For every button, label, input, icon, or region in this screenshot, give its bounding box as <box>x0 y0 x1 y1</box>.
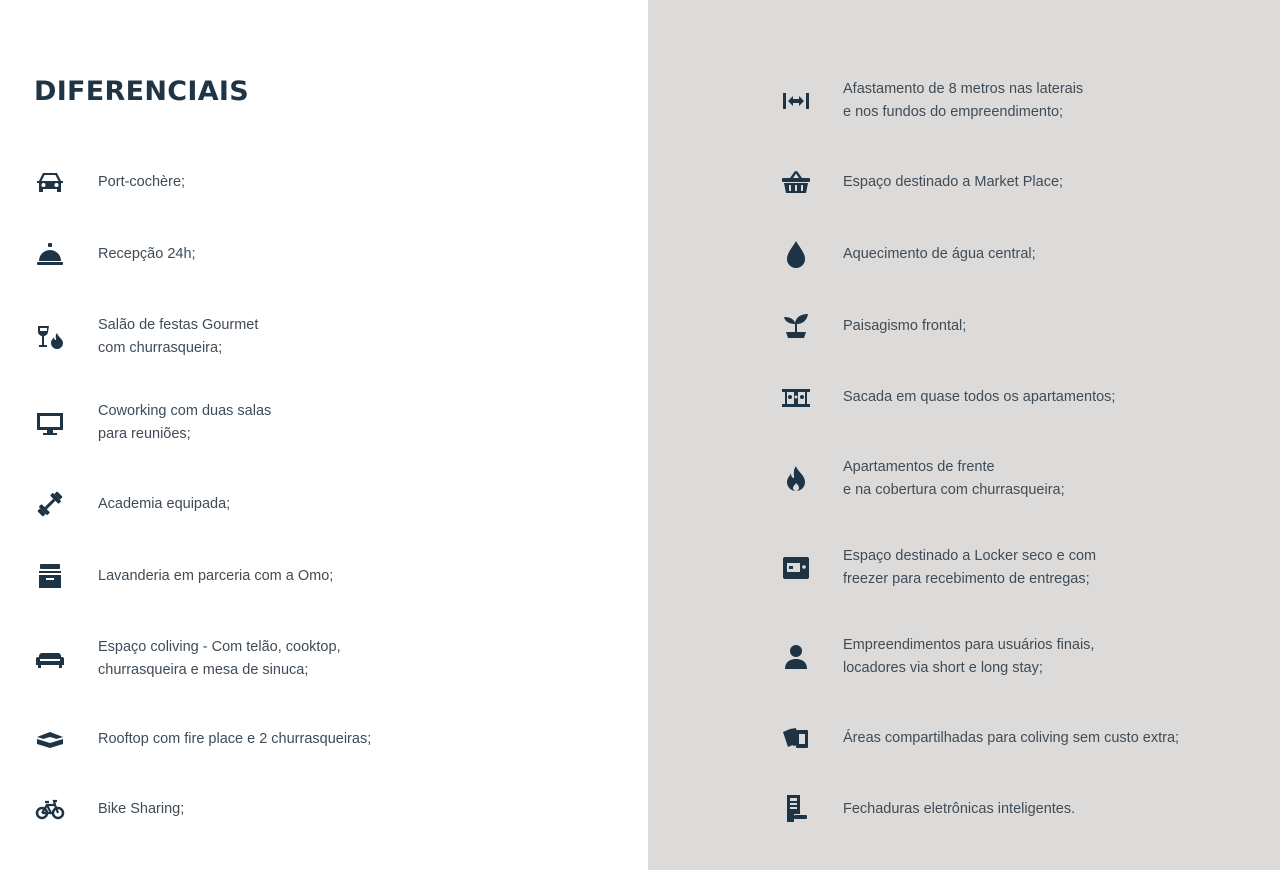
feature-text: Afastamento de 8 metros nas laterais e nos fundos do empreendimento; <box>843 81 1084 120</box>
feature-text: Academia equipada; <box>98 495 231 512</box>
feature-item <box>776 234 1036 274</box>
sofa-icon <box>30 639 70 679</box>
smart-lock-icon <box>776 789 816 829</box>
feature-item <box>30 556 333 596</box>
feature-item <box>776 634 1094 680</box>
feature-text: Apartamentos de frente e na cobertura com churrasqueira; <box>843 459 1065 498</box>
feature-item <box>30 484 230 524</box>
dumbbell-icon <box>30 484 70 524</box>
feature-text: Salão de festas Gourmet com churrasqueira; <box>98 317 259 356</box>
wine-fire-icon <box>30 317 70 357</box>
feature-text: Recepção 24h; <box>98 245 196 262</box>
feature-item <box>776 718 1179 758</box>
water-drop-icon <box>776 234 816 274</box>
balcony-icon <box>776 377 816 417</box>
feature-item <box>776 78 1083 124</box>
feature-text: Empreendimentos para usuários finais, locadores via short e long stay; <box>843 637 1095 676</box>
car-icon <box>30 162 70 202</box>
feature-text: Sacada em quase todos os apartamentos; <box>843 388 1116 405</box>
feature-item <box>30 162 185 202</box>
feature-item <box>30 789 184 829</box>
feature-item <box>776 306 966 346</box>
shared-cards-icon <box>776 718 816 758</box>
feature-item <box>30 636 341 682</box>
monitor-icon <box>30 403 70 443</box>
feature-item <box>776 162 1063 202</box>
reception-bell-icon <box>30 234 70 274</box>
horizontal-distance-icon <box>776 81 816 121</box>
feature-text: Espaço destinado a Market Place; <box>843 173 1064 190</box>
feature-text: Port-cochère; <box>98 173 186 190</box>
feature-item <box>776 456 1065 502</box>
right-panel <box>648 0 1280 870</box>
feature-text: Rooftop com fire place e 2 churrasqueiras; <box>98 730 372 747</box>
feature-text: Espaço destinado a Locker seco e com freezer para recebimento de entregas; <box>843 548 1097 587</box>
feature-item <box>776 545 1096 591</box>
feature-text: Fechaduras eletrônicas inteligentes. <box>843 800 1076 817</box>
page-title: DIFERENCIAIS <box>34 76 250 107</box>
feature-text: Espaço coliving - Com telão, cooktop, churrasqueira e mesa de sinuca; <box>98 639 341 678</box>
feature-text: Áreas compartilhadas para coliving sem custo extra; <box>843 729 1180 746</box>
flame-icon <box>776 459 816 499</box>
laundry-icon <box>30 556 70 596</box>
feature-text: Coworking com duas salas para reuniões; <box>98 403 272 442</box>
feature-text: Lavanderia em parceria com a Omo; <box>98 567 334 584</box>
locker-icon <box>776 548 816 588</box>
feature-item <box>776 377 1115 417</box>
feature-item <box>30 234 196 274</box>
bicycle-icon <box>30 789 70 829</box>
rooftop-icon <box>30 719 70 759</box>
feature-text: Aquecimento de água central; <box>843 245 1036 262</box>
plant-icon <box>776 306 816 346</box>
user-icon <box>776 637 816 677</box>
feature-text: Bike Sharing; <box>98 800 185 817</box>
feature-item <box>30 314 258 360</box>
basket-icon <box>776 162 816 202</box>
feature-item <box>30 400 271 446</box>
feature-item <box>30 719 371 759</box>
feature-text: Paisagismo frontal; <box>843 317 967 334</box>
feature-item <box>776 789 1075 829</box>
